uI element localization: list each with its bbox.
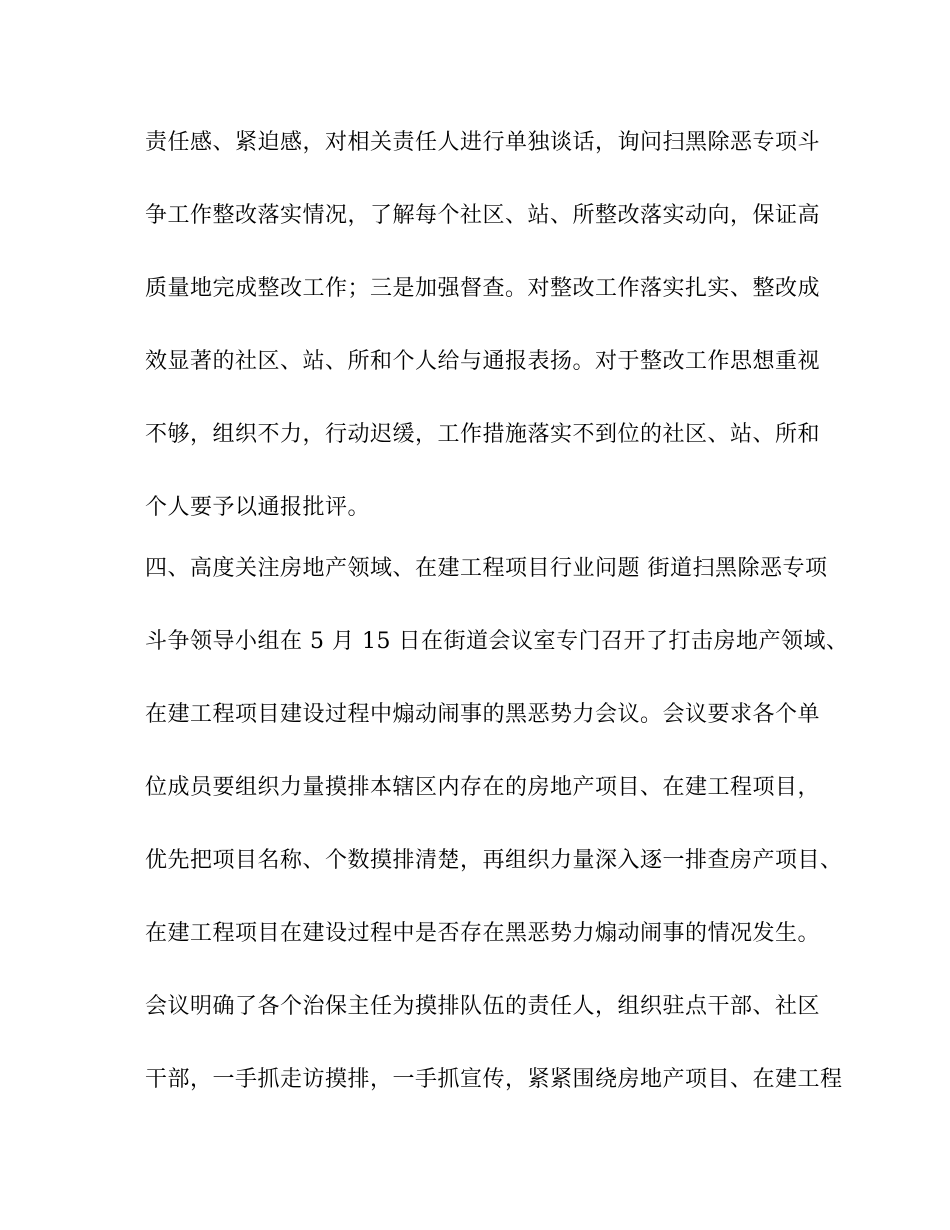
- text-line: 斗争领导小组在 5 月 15 日在街道会议室专门召开了打击房地产领域、: [145, 629, 849, 654]
- text-line: 争工作整改落实情况，了解每个社区、站、所整改落实动向，保证高: [145, 203, 821, 228]
- text-line: 责任感、紧迫感，对相关责任人进行单独谈话，询问扫黑除恶专项斗: [145, 130, 821, 155]
- text-line: 质量地完成整改工作；三是加强督查。对整改工作落实扎实、整改成: [145, 276, 821, 301]
- text-line: 干部，一手抓走访摸排，一手抓宣传，紧紧围绕房地产项目、在建工程: [145, 1067, 843, 1092]
- text-line: 位成员要组织力量摸排本辖区内存在的房地产项目、在建工程项目，: [145, 775, 821, 800]
- text-line: 不够，组织不力，行动迟缓，工作措施落实不到位的社区、站、所和: [145, 422, 821, 447]
- text-line: 在建工程项目在建设过程中是否存在黑恶势力煽动闹事的情况发生。: [145, 921, 821, 946]
- section-heading-line: 四、高度关注房地产领域、在建工程项目行业问题 街道扫黑除恶专项: [145, 556, 828, 581]
- text-line: 在建工程项目建设过程中煽动闹事的黑恶势力会议。会议要求各个单: [145, 702, 821, 727]
- text-line: 会议明确了各个治保主任为摸排队伍的责任人，组织驻点干部、社区: [145, 994, 821, 1019]
- text-line: 个人要予以通报批评。: [145, 495, 371, 520]
- text-line: 效显著的社区、站、所和个人给与通报表扬。对于整改工作思想重视: [145, 349, 821, 374]
- text-line: 优先把项目名称、个数摸排清楚，再组织力量深入逐一排查房产项目、: [145, 848, 843, 873]
